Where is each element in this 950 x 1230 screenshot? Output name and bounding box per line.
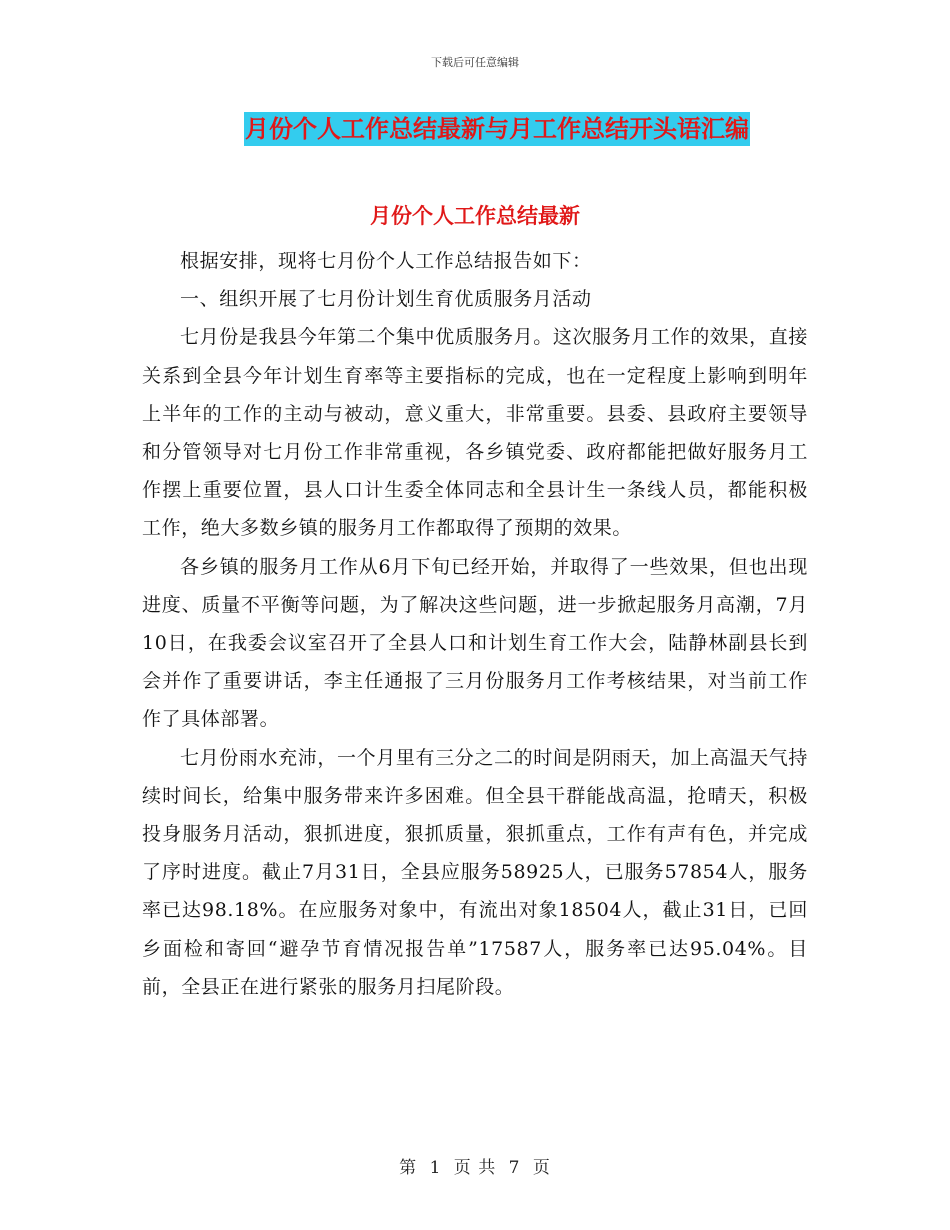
paragraph: 七月份是我县今年第二个集中优质服务月。这次服务月工作的效果，直接关系到全县今年计划生育率等主要指标的完成，也在一定程度上影响到明年上半年的工作的主动与被动，意义重大，非常重要。县委、县政府主要领导和分管领导对七月份工作非常重视，各乡镇党委、政府都能把做好服务月工作摆上重要位置，县人口计生委全体同志和全县计生一条线人员，都能积极工作，绝大多数乡镇的服务月工作都取得了预期的效果。 xyxy=(142,326,808,540)
footer-prefix: 第 xyxy=(399,1158,418,1178)
footer-middle: 页 共 xyxy=(453,1158,497,1178)
paragraph: 七月份雨水充沛，一个月里有三分之二的时间是阴雨天，加上高温天气持续时间长，给集中服务带来许多困难。但全县干群能战高温，抢晴天，积极投身服务月活动，狠抓进度，狠抓质量，狠抓重点，工作有声有色，并完成了序时进度。截止7月31日，全县应服务58925人，已服务57854人，服务率已达98.18%。在应服务对象中，有流出对象18504人，截止31日，已回乡面检和寄回“避孕节育情况报告单”17587人，服务率已达95.04%。目前，全县正在进行紧张的服务月扫尾阶段。 xyxy=(142,746,808,998)
footer-current-page: 1 xyxy=(429,1158,442,1178)
document-body xyxy=(142,242,808,1006)
paragraph-heading-1: 一、组织开展了七月份计划生育优质服务月活动 xyxy=(180,288,592,311)
paragraph: 各乡镇的服务月工作从6月下旬已经开始，并取得了一些效果，但也出现进度、质量不平衡等问题，为了解决这些问题，进一步掀起服务月高潮，7月10日，在我委会议室召开了全县人口和计划生育工作大会，陆静林副县长到会并作了重要讲话，李主任通报了三月份服务月工作考核结果，对当前工作作了具体部署。 xyxy=(142,555,808,731)
page-header-note: 下载后可任意编辑 xyxy=(431,56,519,69)
paragraph-intro: 根据安排，现将七月份个人工作总结报告如下： xyxy=(180,250,592,272)
page-footer xyxy=(0,1153,950,1178)
main-title-container xyxy=(0,112,950,146)
footer-suffix: 页 xyxy=(532,1158,551,1178)
section-title: 月份个人工作总结最新 xyxy=(370,204,580,228)
footer-total-pages: 7 xyxy=(508,1158,521,1178)
document-title: 月份个人工作总结最新与月工作总结开头语汇编 xyxy=(244,112,750,146)
